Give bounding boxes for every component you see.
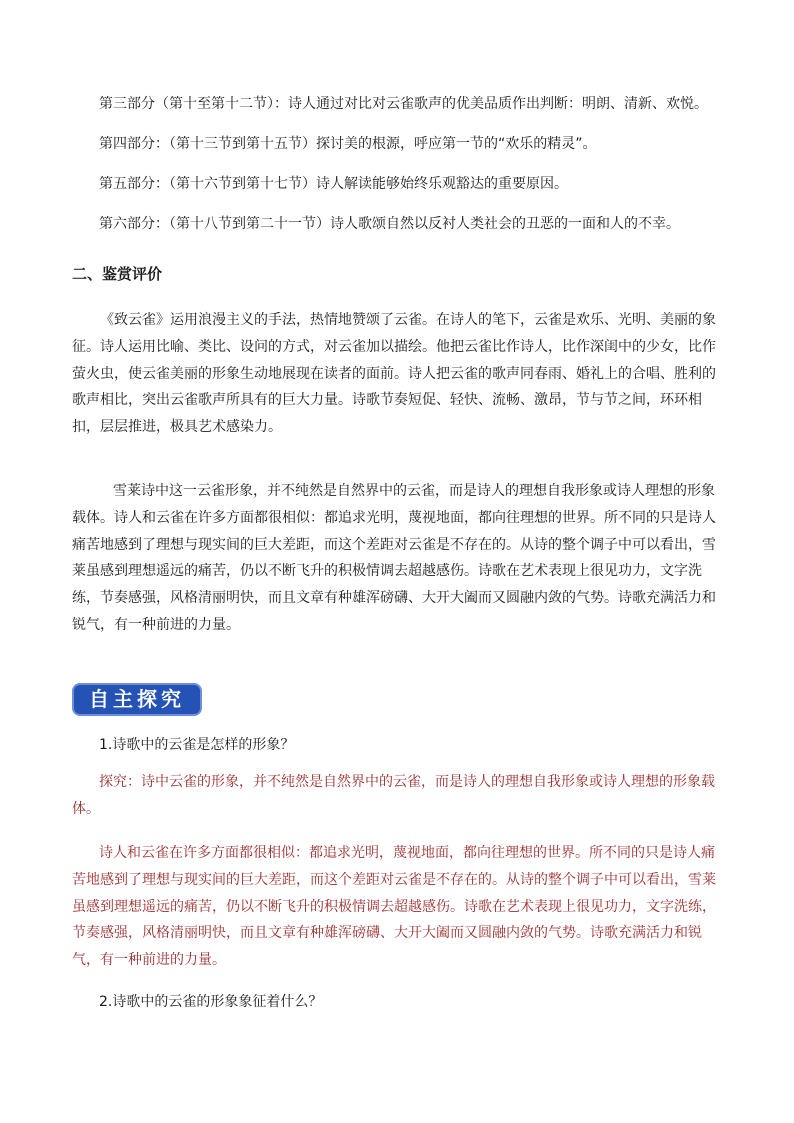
outline-part-5: 第五部分：（第十六节到第十七节）诗人解读能够始终乐观豁达的重要原因。 <box>99 176 568 192</box>
question-1-answer-intro: 探究：诗中云雀的形象，并不纯然是自然界中的云雀，而是诗人的理想自我形象或诗人理想的形象载体。 <box>72 774 715 817</box>
question-2: 2.诗歌中的云雀的形象象征着什么？ <box>99 994 323 1010</box>
question-1: 1.诗歌中的云雀是怎样的形象？ <box>99 737 295 753</box>
question-1-answer-body: 诗人和云雀在许多方面都很相似：都追求光明，蔑视地面，都向往理想的世界。所不同的只是诗人痛苦地感到了理想与现实间的巨大差距，而这个差距对云雀是不存在的。从诗的整个调子中可以看出，雪莱虽感到理想遥远的痛苦，仍以不断飞升的积极情调去超越感伤。诗歌在艺术表现上很见功力，文字洗练，节奏感强，风格清丽明快，而且文章有种雄浑磅礴、大开大阖而又圆融内敛的气势。诗歌充满活力和锐气，有一种前进的力量。 <box>72 845 716 969</box>
outline-part-3: 第三部分（第十至第十二节）：诗人通过对比对云雀歌声的优美品质作出判断：明朗、清新、欢悦。 <box>99 96 708 112</box>
section-heading-appreciation: 二、鉴赏评价 <box>72 265 163 283</box>
appreciation-paragraph-2: 雪莱诗中这一云雀形象，并不纯然是自然界中的云雀，而是诗人的理想自我形象或诗人理想的形象载体。诗人和云雀在许多方面都很相似：都追求光明，蔑视地面，都向往理想的世界。所不同的只是诗人痛苦地感到了理想与现实间的巨大差距，而这个差距对云雀是不存在的。从诗的整个调子中可以看出，雪莱虽感到理想遥远的痛苦，仍以不断飞升的积极情调去超越感伤。诗歌在艺术表现上很见功力，文字洗练，节奏感强，风格清丽明快，而且文章有种雄浑磅礴、大开大阖而又圆融内敛的气势。诗歌充满活力和锐气，有一种前进的力量。 <box>72 483 716 633</box>
outline-part-4: 第四部分：（第十三节到第十五节）探讨美的根源，呼应第一节的“欢乐的精灵”。 <box>99 136 597 152</box>
outline-part-6: 第六部分：（第十八节到第二十一节）诗人歌颂自然以反衬人类社会的丑恶的一面和人的不幸。 <box>99 216 680 232</box>
self-exploration-badge: 自主探究 <box>72 683 202 716</box>
appreciation-paragraph-1: 《致云雀》运用浪漫主义的手法，热情地赞颂了云雀。在诗人的笔下，云雀是欢乐、光明、美丽的象征。诗人运用比喻、类比、设问的方式，对云雀加以描绘。他把云雀比作诗人，比作深闺中的少女，比作萤火虫，使云雀美丽的形象生动地展现在读者的面前。诗人把云雀的歌声同春雨、婚礼上的合唱、胜利的歌声相比，突出云雀歌声所具有的巨大力量。诗歌节奏短促、轻快、流畅、激昂，节与节之间，环环相扣，层层推进，极具艺术感染力。 <box>72 312 716 436</box>
